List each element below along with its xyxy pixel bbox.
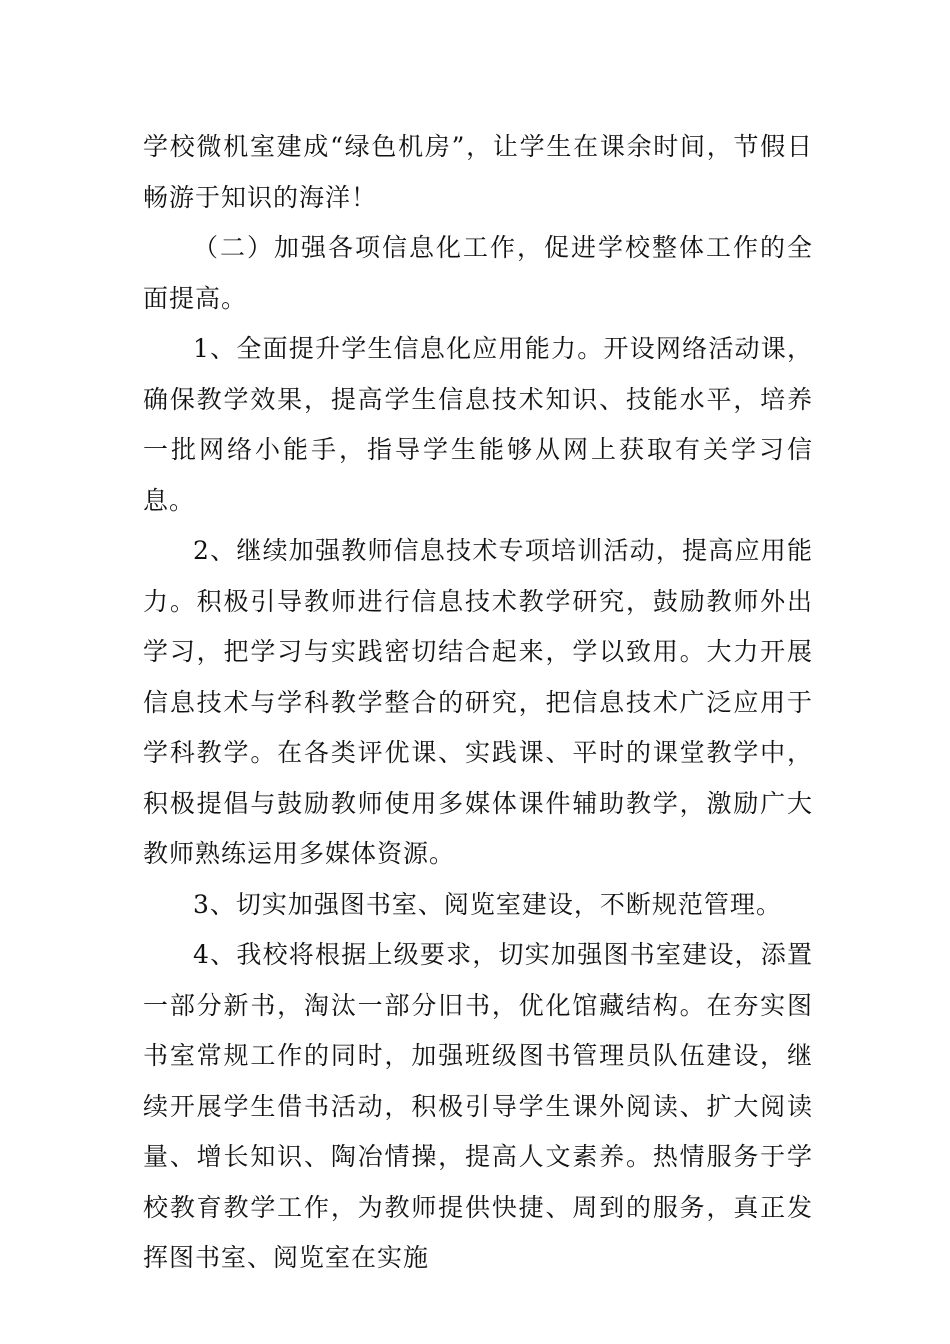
document-body	[143, 122, 813, 1284]
paragraph-green-computer-room: 学校微机室建成“绿色机房”，让学生在课余时间，节假日畅游于知识的海洋！	[143, 132, 813, 212]
section-heading-2: （二）加强各项信息化工作，促进学校整体工作的全面提高。	[143, 233, 813, 313]
paragraph-item-4: 4、我校将根据上级要求，切实加强图书室建设，添置一部分新书，淘汰一部分旧书，优化馆藏结构。在夯实图书室常规工作的同时，加强班级图书管理员队伍建设，继续开展学生借书活动，积极引导学生课外阅读、扩大阅读量、增长知识、陶冶情操，提高人文素养。热情服务于学校教育教学工作，为教师提供快捷、周到的服务，真正发挥图书室、阅览室在实施	[143, 940, 813, 1272]
paragraph-item-2: 2、继续加强教师信息技术专项培训活动，提高应用能力。积极引导教师进行信息技术教学研究，鼓励教师外出学习，把学习与实践密切结合起来，学以致用。大力开展信息技术与学科教学整合的研究，把信息技术广泛应用于学科教学。在各类评优课、实践课、平时的课堂教学中，积极提倡与鼓励教师使用多媒体课件辅助教学，激励广大教师熟练运用多媒体资源。	[143, 536, 813, 868]
paragraph-item-3: 3、切实加强图书室、阅览室建设，不断规范管理。	[193, 889, 782, 919]
paragraph-item-1: 1、全面提升学生信息化应用能力。开设网络活动课，确保教学效果，提高学生信息技术知识、技能水平，培养一批网络小能手，指导学生能够从网上获取有关学习信息。	[143, 334, 813, 515]
